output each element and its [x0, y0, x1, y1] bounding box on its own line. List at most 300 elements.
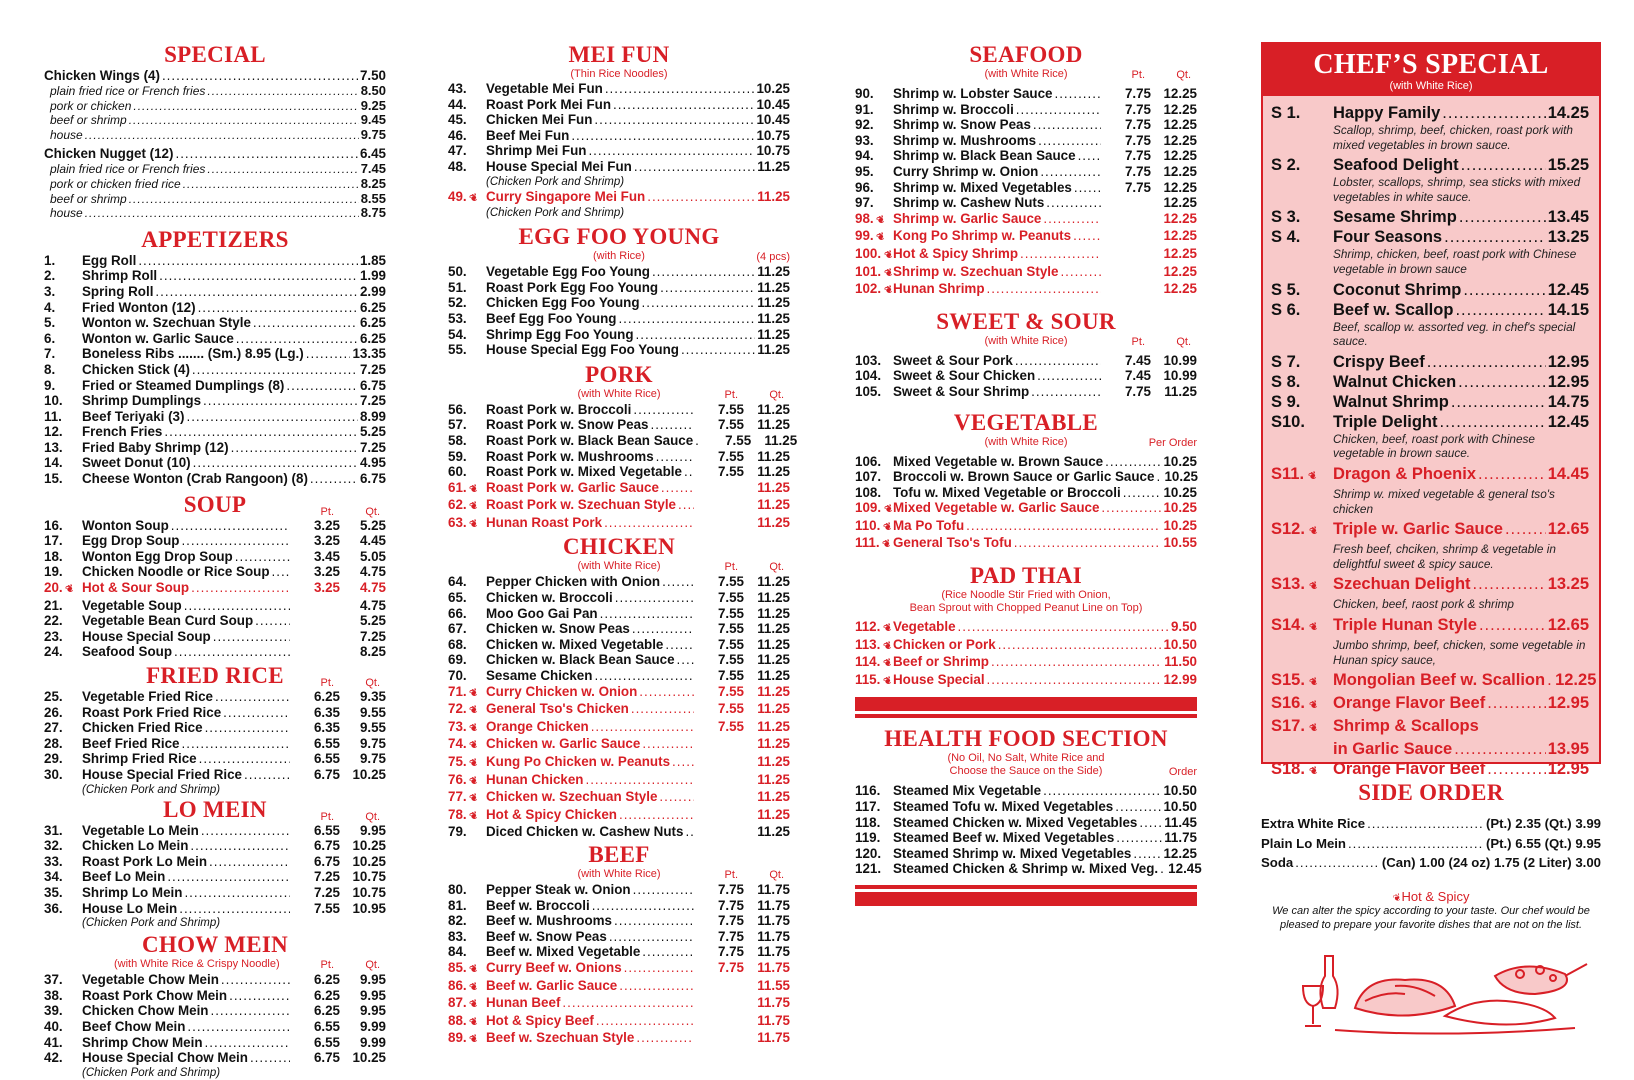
menu-item[interactable] [855, 861, 1202, 877]
menu-item[interactable] [44, 300, 386, 316]
menu-item[interactable] [44, 869, 386, 885]
price-pint: 7.55 [717, 464, 744, 480]
menu-item[interactable] [44, 533, 386, 549]
menu-item[interactable] [448, 1013, 790, 1031]
leader-dots [681, 342, 755, 358]
menu-item[interactable] [448, 189, 790, 207]
chef-item[interactable] [1263, 693, 1599, 716]
price-pint: 6.55 [313, 822, 340, 838]
special-item[interactable] [44, 68, 386, 84]
chili-icon: ❦ [882, 674, 894, 689]
menu-item[interactable] [855, 211, 1197, 229]
leader-dots [615, 590, 694, 606]
menu-item[interactable] [44, 424, 386, 440]
price-quart: 8.25 [359, 644, 386, 660]
price-pint: 7.55 [313, 900, 340, 916]
leader-dots [85, 128, 359, 143]
item-number [1271, 693, 1333, 716]
menu-item[interactable] [855, 133, 1197, 149]
menu-item[interactable] [44, 1003, 386, 1019]
special-option[interactable] [44, 162, 386, 177]
menu-item[interactable] [855, 619, 1197, 637]
chef-item[interactable] [1263, 519, 1599, 542]
menu-item[interactable] [44, 393, 386, 409]
item-price: 1.99 [359, 268, 386, 284]
menu-item[interactable] [855, 846, 1197, 862]
item-number [1271, 412, 1333, 432]
menu-item[interactable] [855, 783, 1197, 799]
menu-item[interactable] [855, 281, 1197, 299]
item-number: 104. [855, 368, 882, 384]
item-number: 79. [448, 824, 467, 840]
menu-item[interactable] [44, 471, 386, 487]
item-number-text: S 1. [1271, 104, 1301, 122]
menu-item[interactable] [44, 885, 386, 901]
menu-item[interactable] [448, 978, 790, 996]
menu-item[interactable] [448, 929, 790, 945]
price-pint: 7.75 [717, 959, 744, 975]
item-number [1271, 300, 1333, 320]
menu-item[interactable] [44, 988, 386, 1004]
price-pint: 7.55 [717, 636, 744, 652]
menu-item[interactable] [448, 701, 790, 719]
item-number: 118. [855, 814, 881, 830]
menu-item[interactable] [448, 159, 790, 175]
menu-item[interactable] [448, 736, 790, 754]
chef-item[interactable] [1263, 392, 1599, 412]
chef-item[interactable] [1263, 155, 1599, 175]
leader-dots [1487, 693, 1545, 713]
item-number: 34. [44, 869, 63, 885]
menu-item[interactable] [44, 767, 386, 783]
item-price: 14.75 [1547, 392, 1589, 411]
leader-dots [998, 637, 1162, 653]
price-pint: 3.25 [313, 564, 340, 580]
sweet-sour-header: SWEET & SOUR [936, 308, 1116, 334]
divider-bar [855, 697, 1197, 711]
item-name: Orange Flavor Beef [1333, 694, 1486, 713]
menu-item[interactable] [448, 480, 790, 498]
price-pint: 6.25 [313, 689, 340, 704]
menu-item[interactable] [448, 995, 790, 1013]
menu-item[interactable] [44, 972, 386, 988]
chili-icon: ❦ [1307, 722, 1320, 736]
price-quart: 4.75 [359, 597, 386, 613]
menu-item[interactable] [44, 629, 386, 645]
item-number: 110. ❦ [855, 518, 893, 536]
item-name: Chicken Lo Mein [82, 838, 189, 854]
chef-item[interactable] [1263, 670, 1599, 693]
menu-item[interactable] [855, 86, 1197, 102]
leader-dots [205, 1035, 290, 1051]
menu-item[interactable] [855, 384, 1197, 400]
menu-item[interactable] [448, 960, 790, 978]
special-option[interactable] [44, 192, 386, 207]
menu-item[interactable] [448, 590, 790, 606]
chef-item[interactable] [1263, 103, 1599, 123]
price-quart: 12.25 [1163, 281, 1197, 297]
item-number-text: S11. [1271, 464, 1305, 483]
item-number: 51. [448, 279, 467, 295]
menu-item[interactable] [448, 621, 790, 637]
leader-dots [1073, 228, 1101, 244]
menu-item[interactable] [44, 362, 386, 378]
price-quart: 12.25 [1163, 263, 1197, 279]
menu-item[interactable] [448, 684, 790, 702]
price-pint: 6.75 [313, 853, 340, 869]
leader-dots [183, 177, 359, 192]
chef-item[interactable] [1263, 207, 1599, 227]
price-quart: 5.25 [359, 517, 386, 533]
menu-item[interactable] [448, 97, 790, 113]
menu-item[interactable] [855, 264, 1197, 282]
menu-item[interactable] [44, 689, 386, 705]
item-name: Four Seasons [1333, 228, 1443, 247]
item-number-text: S16. [1271, 694, 1305, 713]
mei-fun-list [448, 81, 790, 220]
menu-item[interactable] [44, 580, 386, 598]
item-number: 60. [448, 464, 467, 480]
menu-item[interactable] [44, 1050, 386, 1066]
menu-item[interactable] [855, 535, 1197, 553]
item-name: Vegetable Lo Mein [82, 822, 199, 838]
menu-item[interactable] [855, 228, 1197, 246]
leader-dots [174, 644, 290, 660]
leader-dots [207, 162, 358, 177]
leader-dots [306, 346, 351, 362]
option-name: pork or chicken fried rice [50, 176, 181, 191]
item-number: 74. ❦ [448, 736, 486, 754]
divider-bar-2 [855, 892, 1197, 906]
menu-item[interactable] [44, 409, 386, 425]
side-order-item[interactable] [1261, 834, 1601, 854]
menu-item[interactable] [448, 807, 790, 825]
menu-item[interactable] [855, 246, 1197, 264]
menu-item[interactable] [448, 417, 790, 433]
option-name: pork or chicken [50, 98, 132, 113]
menu-item[interactable] [44, 838, 386, 854]
chef-item[interactable] [1263, 574, 1599, 597]
price-quart: 9.75 [359, 751, 386, 767]
menu-item[interactable] [855, 102, 1197, 118]
item-number: 16. [44, 517, 63, 533]
menu-item[interactable] [448, 637, 790, 653]
menu-item[interactable] [44, 736, 386, 752]
price-quart: 11.25 [757, 789, 790, 805]
menu-item[interactable] [448, 81, 790, 97]
menu-item[interactable] [855, 164, 1197, 180]
menu-item[interactable] [855, 500, 1197, 518]
price-quart: 11.25 [757, 652, 790, 668]
item-name: Beef Chow Mein [82, 1018, 186, 1034]
leader-dots [1473, 574, 1546, 594]
side-order-item[interactable] [1261, 814, 1601, 834]
menu-item[interactable] [855, 469, 1197, 485]
leader-dots [205, 720, 290, 736]
menu-item[interactable] [44, 455, 386, 471]
leader-dots [167, 869, 290, 885]
chef-item-cont[interactable] [1263, 739, 1599, 759]
item-number [1271, 392, 1333, 412]
leader-dots [155, 284, 358, 300]
special-option[interactable] [44, 84, 386, 99]
leader-dots [661, 480, 694, 496]
hot-spicy-note: We can alter the spicy according to your taste. Our chef would be pleased to prepare your favorite dishes that are not on the list. [1272, 904, 1590, 931]
menu-item[interactable] [855, 815, 1197, 831]
menu-item[interactable] [44, 331, 386, 347]
chef-item[interactable] [1263, 464, 1599, 487]
leader-dots [632, 621, 694, 637]
menu-item[interactable] [448, 668, 790, 684]
menu-item[interactable] [448, 882, 790, 898]
leader-dots [201, 823, 290, 839]
leader-dots [1454, 739, 1545, 759]
menu-item[interactable] [448, 311, 790, 327]
menu-item[interactable] [855, 518, 1197, 536]
menu-item[interactable] [44, 751, 386, 767]
chef-item[interactable] [1263, 412, 1599, 432]
chili-icon: ❦ [875, 213, 888, 227]
chefs-special-band [1263, 44, 1599, 96]
menu-item[interactable] [448, 515, 790, 533]
menu-item[interactable] [448, 280, 790, 296]
menu-item[interactable] [44, 1019, 386, 1035]
menu-item[interactable] [44, 1035, 386, 1051]
item-number: 63. ❦ [448, 515, 486, 533]
menu-item[interactable] [855, 353, 1197, 369]
leader-dots [1451, 392, 1546, 412]
special-option[interactable] [44, 99, 386, 114]
leader-dots [613, 97, 754, 113]
chef-item[interactable] [1263, 227, 1599, 247]
menu-item[interactable] [448, 719, 790, 737]
menu-item[interactable] [448, 1030, 790, 1048]
price-quart: 11.75 [757, 897, 790, 913]
leader-dots [1043, 783, 1161, 799]
special-item[interactable] [44, 146, 386, 162]
leader-dots [1123, 485, 1162, 501]
price-quart: 4.75 [359, 580, 386, 596]
leader-dots [159, 268, 358, 284]
option-price: 7.45 [360, 161, 386, 177]
menu-item[interactable] [44, 253, 386, 269]
item-number: 121. [855, 861, 882, 877]
item-price: 7.25 [359, 439, 386, 455]
menu-item[interactable] [448, 913, 790, 929]
menu-item[interactable] [855, 637, 1197, 655]
fried-rice-header: FRIED RICE Pt. Qt. [146, 663, 380, 689]
menu-item[interactable] [448, 432, 798, 449]
item-number [1271, 227, 1333, 247]
menu-item[interactable] [448, 464, 790, 480]
leader-dots [1043, 211, 1101, 227]
leader-dots [184, 598, 290, 614]
leader-dots [678, 497, 694, 513]
item-name: Chicken w. Garlic Sauce [486, 736, 641, 752]
price-quart: 12.25 [1163, 195, 1197, 211]
item-price: 9.50 [1170, 619, 1197, 635]
option-name: beef or shrimp [50, 191, 127, 206]
menu-item[interactable] [44, 346, 386, 362]
price-pint: 7.75 [717, 913, 744, 929]
menu-item[interactable] [448, 944, 790, 960]
chili-icon: ❦ [468, 809, 481, 824]
menu-item[interactable] [44, 440, 386, 456]
menu-item[interactable] [448, 754, 790, 772]
item-price: 13.45 [1547, 208, 1589, 227]
menu-item[interactable] [44, 598, 386, 614]
special-option[interactable] [44, 206, 386, 221]
special-option[interactable] [44, 113, 386, 128]
item-number: 95. [855, 163, 874, 179]
item-name: Roast Pork Fried Rice [82, 704, 222, 720]
leader-dots [229, 988, 290, 1004]
price-quart: 11.25 [757, 668, 790, 684]
menu-item[interactable] [448, 824, 790, 840]
item-name: Shrimp w. Snow Peas [893, 117, 1031, 133]
price-pint: 7.55 [717, 417, 744, 433]
menu-item[interactable] [855, 672, 1197, 690]
item-name: Chicken w. Broccoli [486, 590, 613, 606]
item-number: 20. ❦ [44, 580, 82, 598]
chef-item[interactable] [1263, 372, 1599, 392]
item-name: Wonton Soup [82, 517, 169, 533]
item-price: 10.25 [1163, 484, 1197, 500]
health-list [855, 783, 1202, 877]
item-number-text: S10. [1271, 412, 1305, 431]
vegetable-subrow: (with White Rice) Per Order [984, 435, 1197, 449]
menu-item[interactable] [448, 772, 790, 790]
item-number: 65. [448, 590, 467, 606]
chef-item[interactable] [1263, 716, 1599, 739]
menu-item[interactable] [44, 901, 386, 917]
menu-item[interactable] [44, 823, 386, 839]
menu-item[interactable] [448, 327, 790, 343]
menu-item[interactable] [855, 454, 1197, 470]
item-number: 98. ❦ [855, 211, 893, 229]
menu-item[interactable] [855, 799, 1197, 815]
chef-item[interactable] [1263, 615, 1599, 638]
item-name: Triple w. Garlic Sauce [1333, 520, 1503, 539]
menu-item[interactable] [448, 574, 790, 590]
item-number-text: S 6. [1271, 300, 1301, 319]
leader-dots [191, 580, 290, 596]
menu-item[interactable] [855, 830, 1197, 846]
leader-dots [656, 449, 694, 465]
menu-item[interactable] [44, 284, 386, 300]
chili-icon: ❦ [468, 739, 481, 753]
leader-dots [1060, 264, 1101, 280]
menu-item[interactable] [448, 898, 790, 914]
price-quart: 12.25 [1163, 132, 1197, 148]
soup-header: SOUP Pt. Qt. [183, 491, 380, 518]
menu-item[interactable] [44, 720, 386, 736]
menu-item[interactable] [855, 180, 1197, 196]
menu-item[interactable] [448, 342, 790, 358]
chili-icon: ❦ [883, 248, 895, 263]
item-name: Coconut Shrimp [1333, 280, 1462, 299]
item-name: Shrimp w. Mixed Vegetables [893, 179, 1072, 195]
menu-item[interactable] [448, 264, 790, 280]
leader-dots [604, 515, 694, 531]
menu-item[interactable] [448, 652, 790, 668]
leader-dots [1038, 133, 1101, 149]
side-order-item[interactable] [1261, 853, 1601, 873]
item-price: 12.25 [1555, 671, 1597, 690]
menu-item[interactable] [448, 497, 790, 515]
leader-dots [1459, 207, 1546, 227]
leader-dots [164, 424, 358, 440]
menu-item[interactable] [448, 449, 790, 465]
item-name: Chicken w. Black Bean Sauce [486, 652, 675, 668]
menu-item[interactable] [855, 117, 1197, 133]
special-option[interactable] [44, 177, 386, 192]
menu-item[interactable] [44, 564, 386, 580]
menu-item[interactable] [855, 195, 1197, 211]
menu-item[interactable] [44, 518, 386, 534]
menu-item[interactable] [448, 128, 790, 144]
item-name: Hot & Spicy Shrimp [893, 245, 1018, 261]
menu-item[interactable] [448, 143, 790, 159]
item-number: 29. [44, 751, 63, 767]
menu-item[interactable] [44, 268, 386, 284]
menu-item[interactable] [44, 378, 386, 394]
item-name: Shrimp Chow Mein [82, 1034, 203, 1050]
menu-item[interactable] [44, 315, 386, 331]
menu-item[interactable] [44, 613, 386, 629]
chef-item[interactable] [1263, 300, 1599, 320]
side-order-list [1261, 814, 1601, 873]
item-number [1271, 615, 1333, 638]
leader-dots [1105, 454, 1161, 470]
item-number-text: S 3. [1271, 208, 1301, 227]
fried-rice-note: (Chicken Pork and Shrimp) [82, 783, 221, 796]
menu-item[interactable] [448, 402, 790, 418]
item-number: 56. [448, 401, 467, 417]
item-name: House Special Egg Foo Young [486, 342, 679, 358]
menu-item[interactable] [44, 549, 386, 565]
item-name: Happy Family [1333, 104, 1441, 122]
chili-icon: ❦ [468, 482, 481, 496]
menu-item[interactable] [44, 644, 386, 660]
menu-item[interactable] [855, 148, 1197, 164]
menu-item[interactable] [448, 789, 790, 807]
menu-item[interactable] [448, 295, 790, 311]
menu-item[interactable] [448, 112, 790, 128]
chef-item[interactable] [1263, 280, 1599, 300]
menu-item[interactable] [855, 368, 1197, 384]
menu-item[interactable] [855, 485, 1197, 501]
menu-item[interactable] [448, 606, 790, 622]
item-name: Walnut Shrimp [1333, 392, 1449, 411]
item-name: Chicken Wings (4) [44, 68, 160, 83]
item-price: 10.55 [1163, 535, 1197, 551]
menu-item[interactable] [44, 854, 386, 870]
item-price: 10.75 [756, 143, 790, 159]
chili-icon: ❦ [468, 757, 481, 771]
menu-item[interactable] [44, 705, 386, 721]
item-number [1271, 352, 1333, 372]
special-option[interactable] [44, 128, 386, 143]
price-quart: 11.25 [757, 806, 790, 822]
menu-item[interactable] [855, 654, 1197, 672]
chili-icon: ❦ [64, 583, 77, 597]
chili-icon: ❦ [468, 962, 481, 977]
leader-dots [660, 280, 755, 296]
leader-dots [662, 574, 694, 590]
item-number: 9. [44, 377, 56, 393]
chef-item[interactable] [1263, 352, 1599, 372]
